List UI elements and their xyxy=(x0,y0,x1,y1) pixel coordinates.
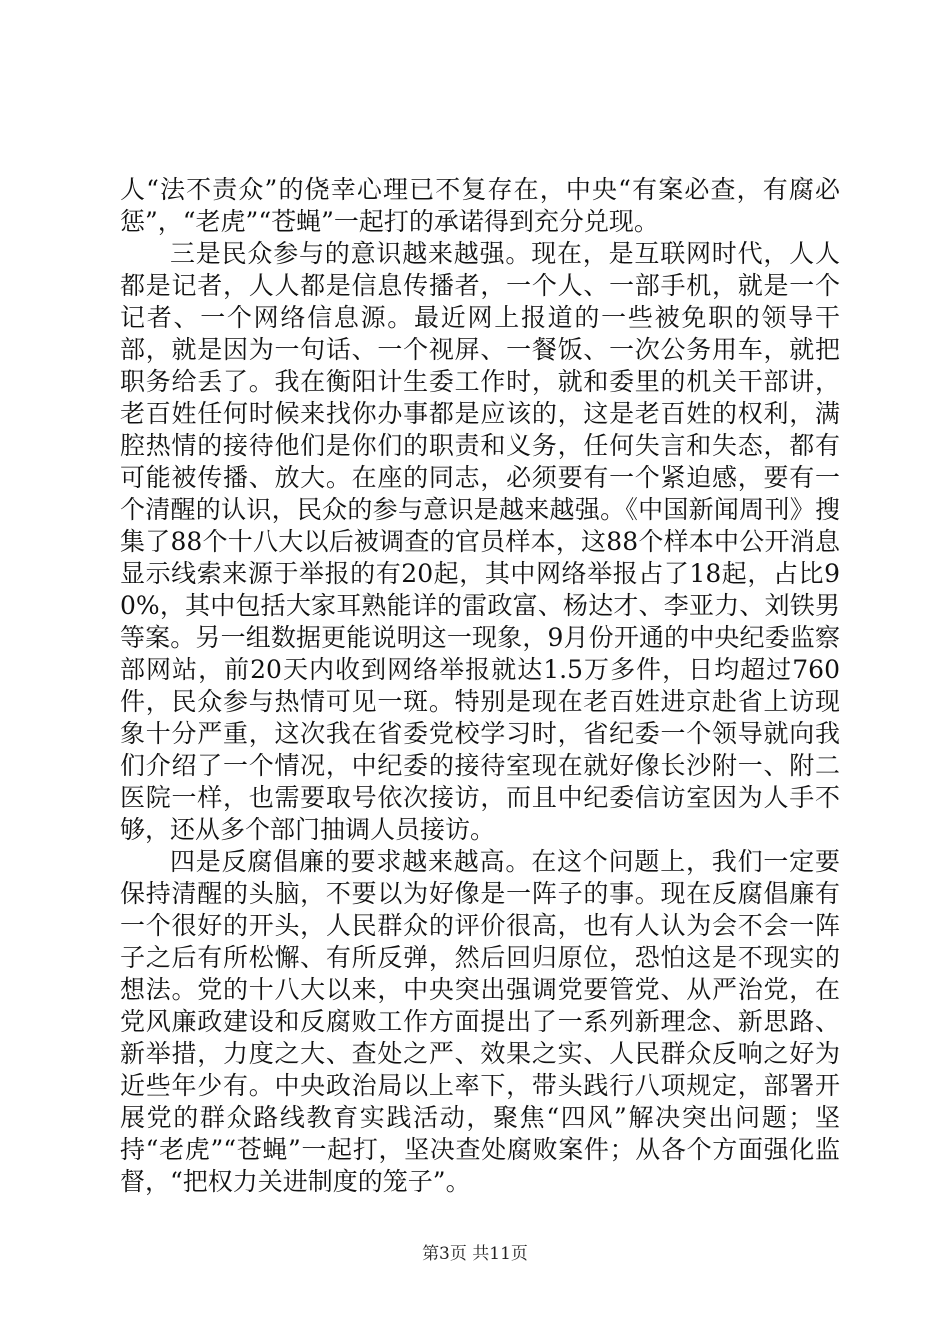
body-text xyxy=(120,174,840,1198)
paragraph-2: 三是民众参与的意识越来越强。现在，是互联网时代，人人都是记者，人人都是信息传播者，一个人、一部手机，就是一个记者、一个网络信息源。最近网上报道的一些被免职的领导干部，就是因为一句话、一个视屏、一餐饭、一次公务用车，就把职务给丢了。我在衡阳计生委工作时，就和委里的机关干部讲，老百姓任何时候来找你办事都是应该的，这是老百姓的权利，满腔热情的接待他们是你们的职责和义务，任何失言和失态，都有可能被传播、放大。在座的同志，必须要有一个紧迫感，要有一个清醒的认识，民众的参与意识是越来越强。《中国新闻周刊》搜集了88个十八大以后被调查的官员样本，这88个样本中公开消息显示线索来源于举报的有20起，其中网络举报占了18起，占比90%，其中包括大家耳熟能详的雷政富、杨达才、李亚力、刘铁男等案。另一组数据更能说明这一现象，9月份开通的中央纪委监察部网站，前20天内收到网络举报就达1.5万多件，日均超过760件，民众参与热情可见一斑。特别是现在老百姓进京赴省上访现象十分严重，这次我在省委党校学习时，省纪委一个领导就向我们介绍了一个情况，中纪委的接待室现在就好像长沙附一、附二医院一样，也需要取号依次接访，而且中纪委信访室因为人手不够，还从多个部门抽调人员接访。 xyxy=(120,239,840,844)
page-number-footer: 第3页 共11页 xyxy=(422,1244,528,1264)
paragraph-1: 人“法不责众”的侥幸心理已不复存在，中央“有案必查，有腐必惩”，“老虎”“苍蝇”一起打的承诺得到充分兑现。 xyxy=(120,175,840,236)
paragraph-3: 四是反腐倡廉的要求越来越高。在这个问题上，我们一定要保持清醒的头脑，不要以为好像是一阵子的事。现在反腐倡廉有一个很好的开头，人民群众的评价很高，也有人认为会不会一阵子之后有所松懈、有所反弹，然后回归原位，恐怕这是不现实的想法。党的十八大以来，中央突出强调党要管党、从严治党，在党风廉政建设和反腐败工作方面提出了一系列新理念、新思路、新举措，力度之大、查处之严、效果之实、人民群众反响之好为近些年少有。中央政治局以上率下，带头践行八项规定，部署开展党的群众路线教育实践活动，聚焦“四风”解决突出问题；坚持“老虎”“苍蝇”一起打，坚决查处腐败案件；从各个方面强化监督，“把权力关进制度的笼子”。 xyxy=(120,847,840,1196)
